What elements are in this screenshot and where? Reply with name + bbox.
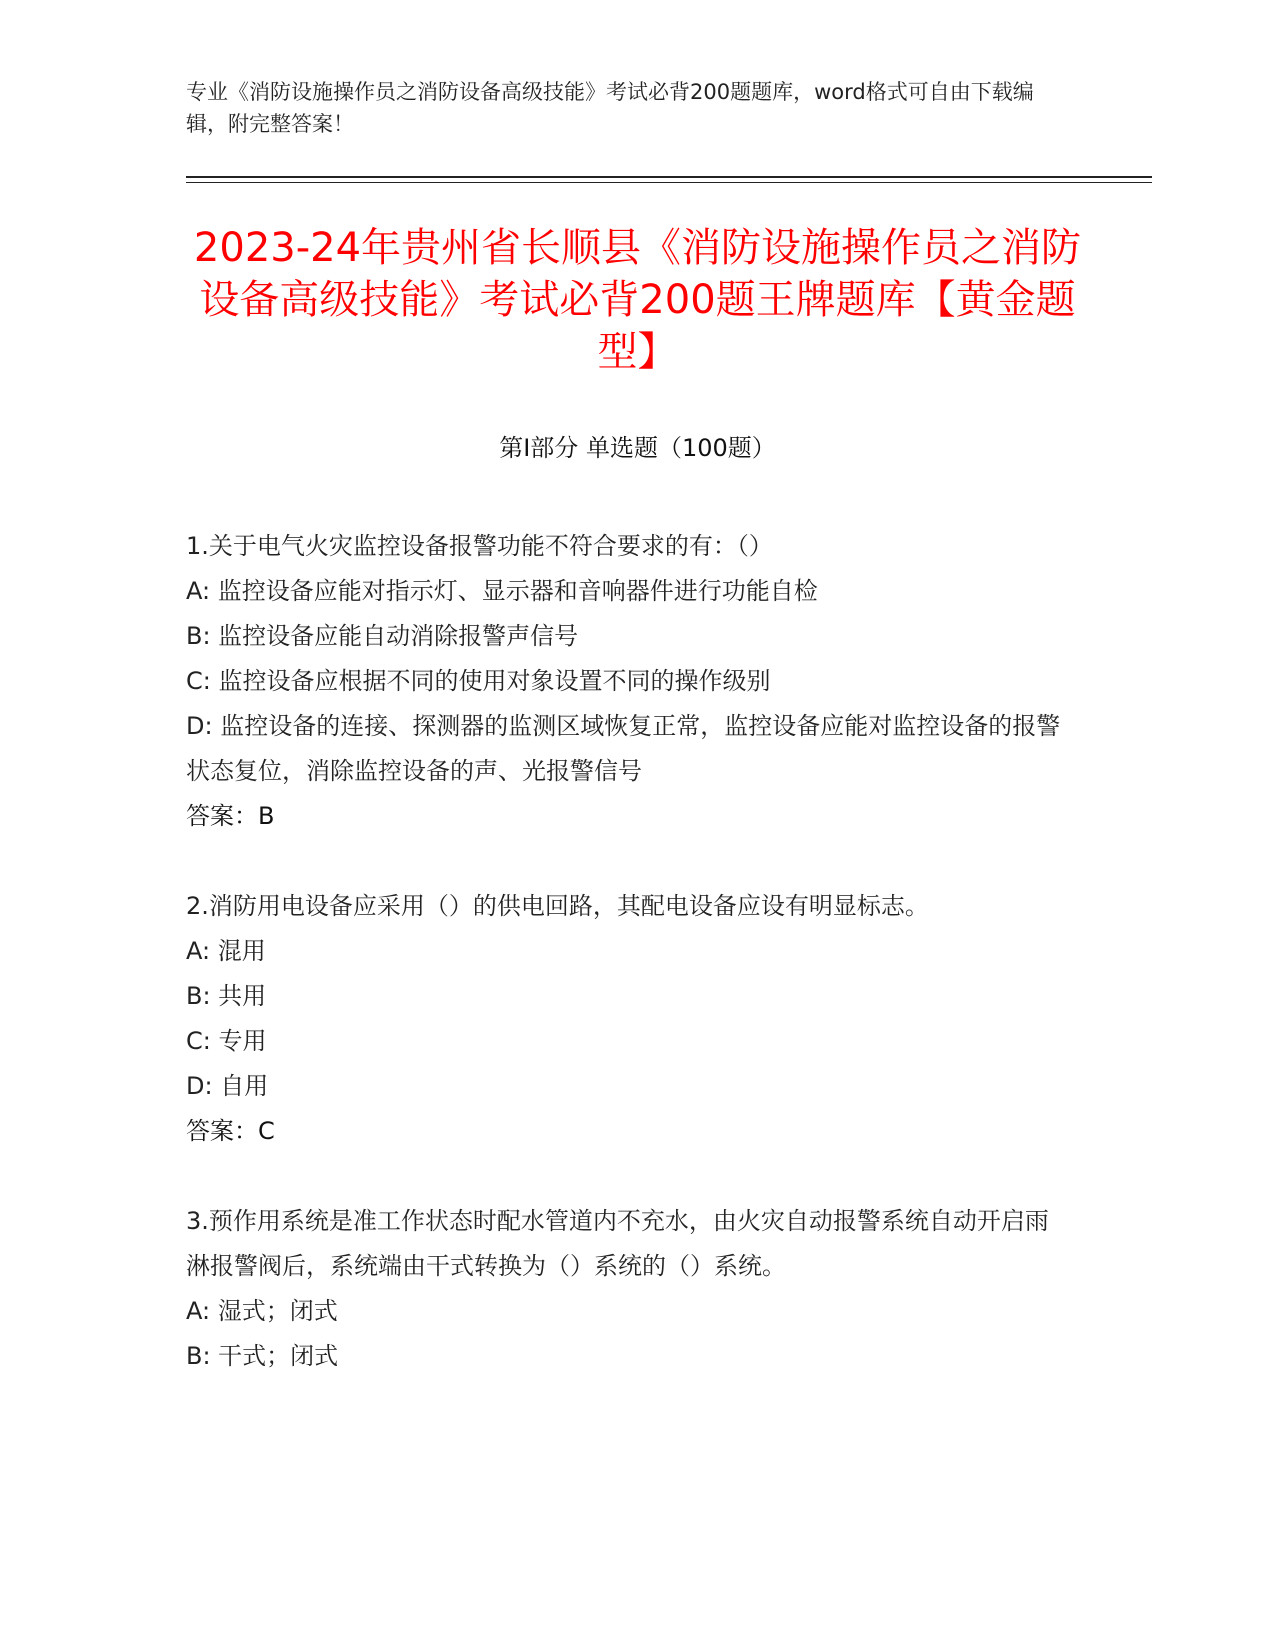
answer: 答案：B <box>186 802 275 830</box>
option-a: A: 监控设备应能对指示灯、显示器和音响器件进行功能自检 <box>186 577 818 605</box>
question-1 <box>186 524 1066 839</box>
option-c: C: 专用 <box>186 1027 267 1055</box>
question-text: 3.预作用系统是准工作状态时配水管道内不充水，由火灾自动报警系统自动开启雨淋报警阀后，系统端由干式转换为（）系统的（）系统。 <box>186 1207 1049 1280</box>
option-b: B: 监控设备应能自动消除报警声信号 <box>186 622 579 650</box>
answer: 答案：C <box>186 1117 275 1145</box>
question-text: 1.关于电气火灾监控设备报警功能不符合要求的有：（） <box>186 532 773 560</box>
option-b: B: 共用 <box>186 982 267 1010</box>
section-heading: 第I部分 单选题（100题） <box>499 434 776 462</box>
header-note: 专业《消防设施操作员之消防设备高级技能》考试必背200题题库，word格式可自由下载编辑，附完整答案！ <box>186 80 1034 136</box>
question-list <box>186 524 1066 1424</box>
option-a: A: 混用 <box>186 937 266 965</box>
question-3 <box>186 1199 1066 1379</box>
question-2 <box>186 884 1066 1154</box>
option-b: B: 干式；闭式 <box>186 1342 339 1370</box>
option-c: C: 监控设备应根据不同的使用对象设置不同的操作级别 <box>186 667 771 695</box>
document-title: 2023-24年贵州省长顺县《消防设施操作员之消防设备高级技能》考试必背200题王牌题库【黄金题型】 <box>193 225 1082 375</box>
header-rule-thick <box>186 176 1152 178</box>
option-a: A: 湿式；闭式 <box>186 1297 338 1325</box>
option-d: D: 自用 <box>186 1072 269 1100</box>
option-d: D: 监控设备的连接、探测器的监测区域恢复正常，监控设备应能对监控设备的报警状态复位，消除监控设备的声、光报警信号 <box>186 712 1061 785</box>
header-rule-thin <box>186 182 1152 183</box>
question-text: 2.消防用电设备应采用（）的供电回路，其配电设备应设有明显标志。 <box>186 892 929 920</box>
